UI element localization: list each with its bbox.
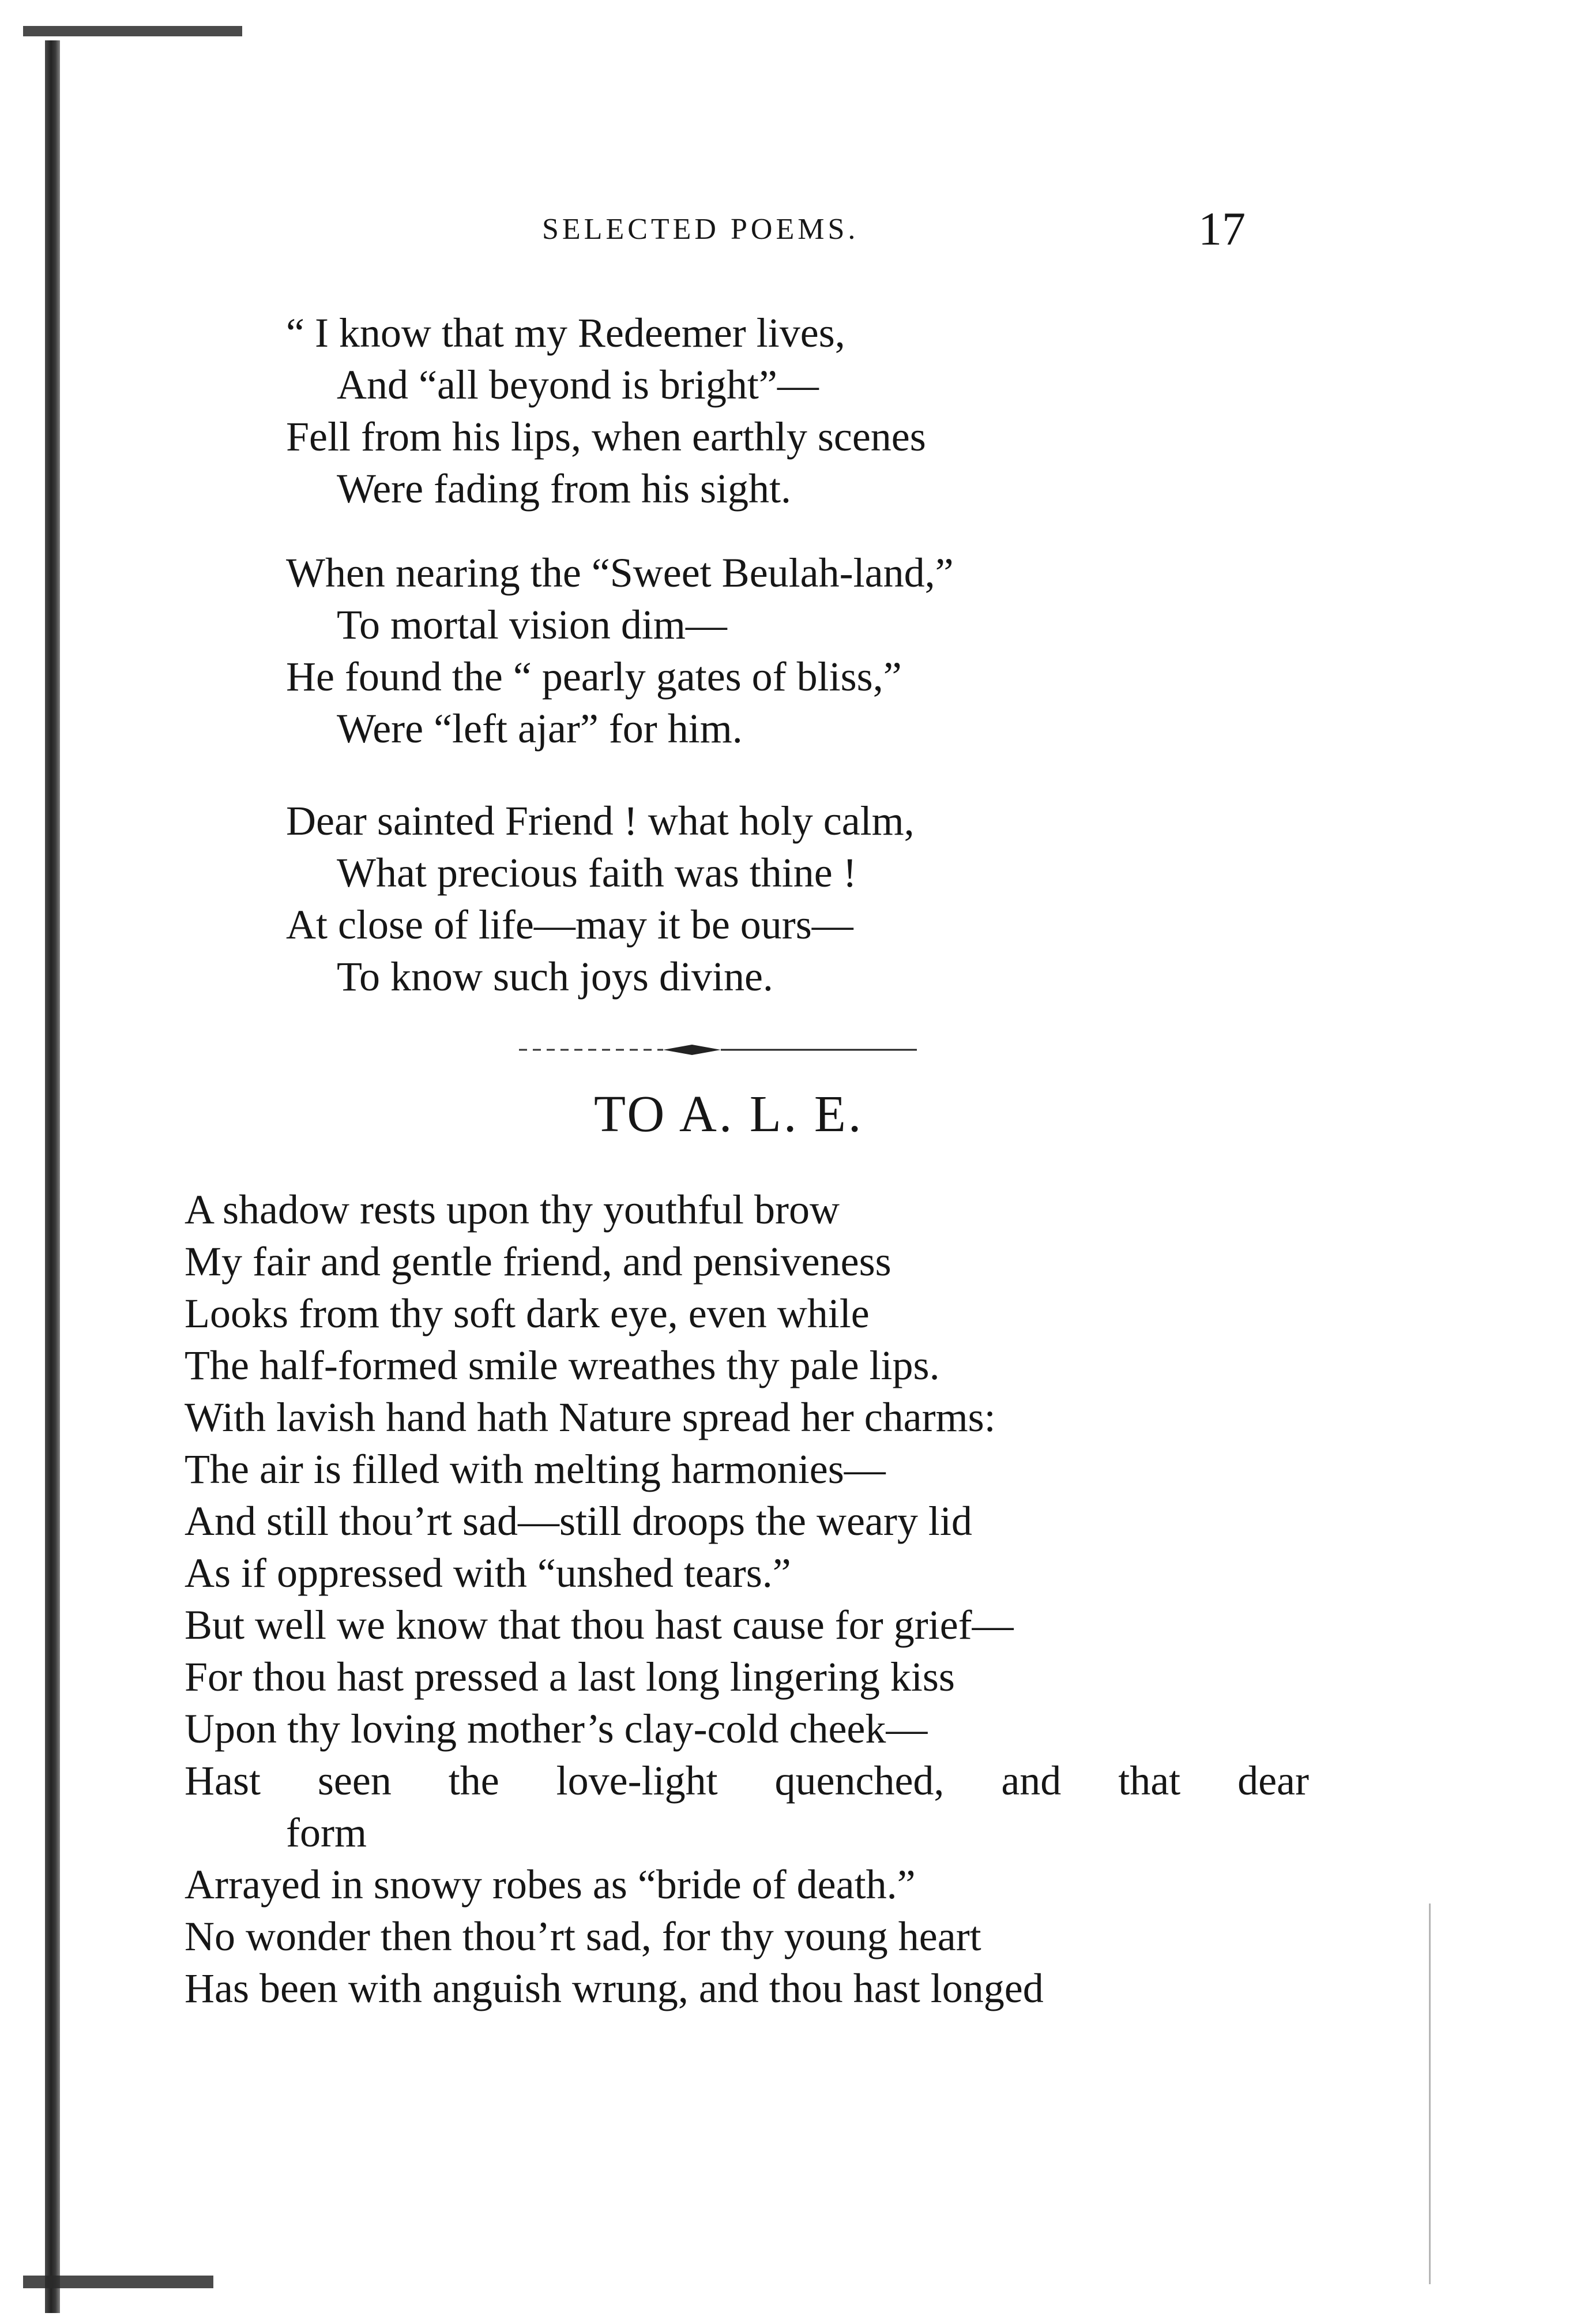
- verse-line: Looks from thy soft dark eye, even while: [185, 1290, 870, 1336]
- verse-line: No wonder then thou’rt sad, for thy young heart: [185, 1913, 981, 1959]
- stanza-2: [286, 547, 954, 754]
- verse-line: With lavish hand hath Nature spread her charms:: [185, 1394, 996, 1440]
- verse-line: But well we know that thou hast cause for grief—: [185, 1602, 1014, 1648]
- verse-line: To know such joys divine.: [337, 953, 773, 1000]
- verse-line: Has been with anguish wrung, and thou hast longed: [185, 1965, 1044, 2011]
- verse-line: When nearing the “Sweet Beulah-land,”: [286, 550, 954, 596]
- verse-line: “ I know that my Redeemer lives,: [286, 310, 845, 356]
- page-number: 17: [1198, 202, 1246, 255]
- verse-line: Upon thy loving mother’s clay-cold cheek—: [185, 1706, 928, 1752]
- running-head: SELECTED POEMS.: [542, 213, 859, 246]
- page-header: [542, 202, 1246, 254]
- verse-line: The air is filled with melting harmonies—: [185, 1446, 886, 1492]
- verse-line: Arrayed in snowy robes as “bride of death.”: [185, 1861, 916, 1908]
- verse-line: A shadow rests upon thy youthful brow: [185, 1187, 840, 1233]
- verse-line: Fell from his lips, when earthly scenes: [286, 414, 926, 460]
- binding-edge-top: [23, 26, 242, 36]
- verse-line: Were “left ajar” for him.: [337, 705, 743, 752]
- verse-line: Hast seen the love-light quenched, and that dear: [185, 1758, 1309, 1804]
- poem-title: TO A. L. E.: [594, 1086, 864, 1143]
- verse-line: My fair and gentle friend, and pensiveness: [185, 1238, 891, 1285]
- stanza-1: [286, 307, 926, 515]
- verse-line-runover: form: [286, 1809, 367, 1856]
- verse-line: He found the “ pearly gates of bliss,”: [286, 654, 902, 700]
- verse-line: For thou hast pressed a last long lingering kiss: [185, 1654, 955, 1700]
- verse-line: And still thou’rt sad—still droops the weary lid: [185, 1498, 972, 1544]
- stanza-3: [286, 795, 915, 1003]
- poem-body: [185, 1184, 1309, 2014]
- page-edge-mark: [1429, 1903, 1431, 2284]
- verse-line: What precious faith was thine !: [337, 850, 857, 896]
- section-divider-ornament: [519, 1043, 917, 1057]
- verse-line: Were fading from his sight.: [337, 465, 792, 512]
- verse-line: To mortal vision dim—: [337, 602, 727, 648]
- binding-edge-bottom: [23, 2276, 213, 2288]
- verse-line: At close of life—may it be ours—: [286, 902, 853, 948]
- verse-line: As if oppressed with “unshed tears.”: [185, 1550, 791, 1596]
- verse-line: And “all beyond is bright”—: [337, 362, 819, 408]
- verse-line: The half-formed smile wreathes thy pale lips.: [185, 1342, 940, 1388]
- verse-line: Dear sainted Friend ! what holy calm,: [286, 798, 915, 844]
- binding-edge: [45, 40, 60, 2313]
